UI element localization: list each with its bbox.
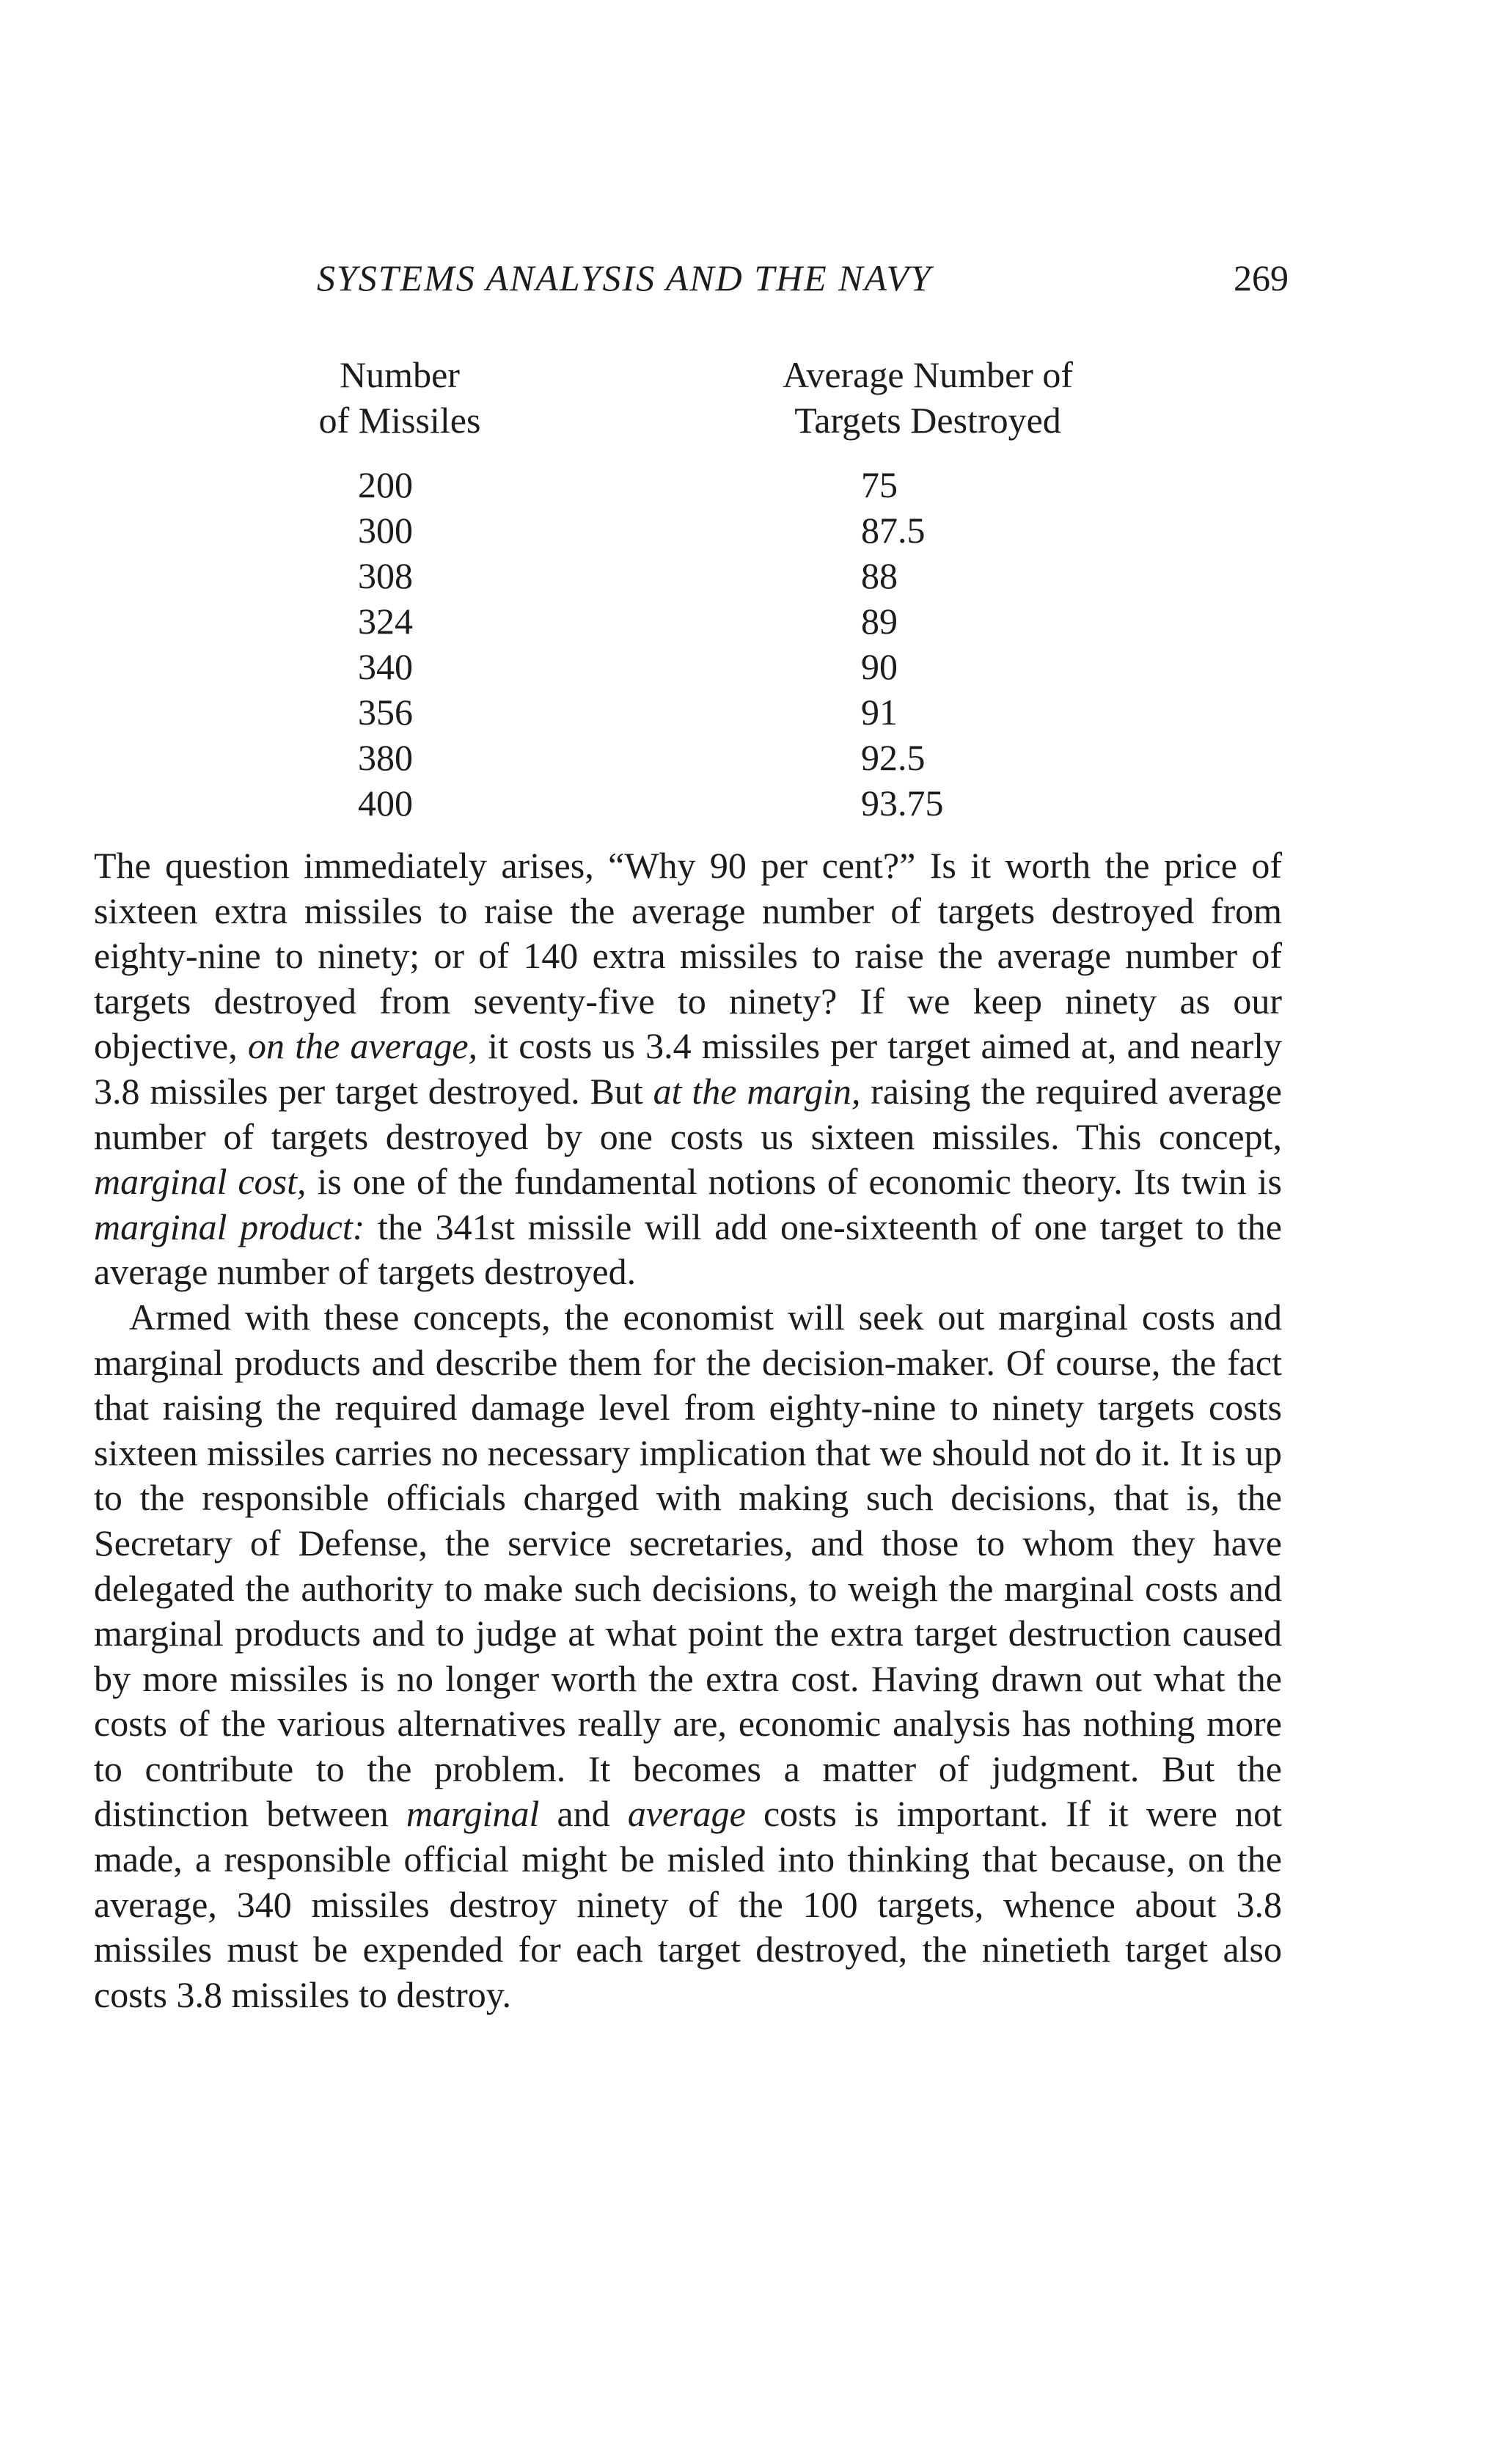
page-number: 269	[1234, 257, 1289, 298]
targets-cell: 87.5	[861, 510, 926, 551]
running-head: SYSTEMS ANALYSIS AND THE NAVY	[317, 257, 932, 298]
p1-text-1: The question immediately arises, “Why 90 per cent?” Is it worth the price of sixteen extra missiles to raise the average number of targets destroyed from eighty-nine to ninety; or of 140 extra missiles to raise the average number of targets destroyed from seventy-five to ninety? If we keep ninety as our objective,	[94, 845, 1282, 1067]
p1-italic-at-the-margin: at the margin,	[653, 1070, 861, 1112]
table-header-targets	[755, 352, 1100, 443]
p2-italic-marginal: marginal	[406, 1793, 540, 1835]
missiles-cell: 300	[358, 510, 413, 551]
targets-cell: 91	[861, 692, 898, 733]
missiles-column	[358, 462, 413, 826]
missiles-cell: 200	[358, 464, 413, 505]
targets-cell: 93.75	[861, 782, 944, 824]
missiles-cell: 400	[358, 782, 413, 824]
targets-cell: 89	[861, 601, 898, 642]
p1-italic-marginal-product: marginal product:	[94, 1206, 365, 1247]
p2-text-1: Armed with these concepts, the economist will seek out marginal costs and marginal products and describe them for the decision-maker. Of course, the fact that raising the required damage level from eighty-nine to ninety targets costs sixteen missiles carries no necessary implication that we should not do it. It is up to the responsible officials charged with making such decisions, that is, the Secretary of Defense, the service secretaries, and those to whom they have delegated the authority to make such decisions, to weigh the marginal costs and marginal products and to judge at what point the extra target destruction caused by more missiles is no longer worth the extra cost. Having drawn out what the costs of the various alternatives really are, economic analysis has nothing more to contribute to the problem. It becomes a matter of judgment. But the distinction between	[94, 1296, 1282, 1835]
table-header-missiles	[301, 352, 499, 443]
missiles-cell: 356	[358, 692, 413, 733]
p1-text-3: raising the required average number of targets destroyed by one costs us sixteen missiles. This concept,	[94, 1070, 1282, 1157]
table-header-missiles-line1: Number	[340, 354, 460, 395]
paragraph-2	[94, 1295, 1282, 2018]
targets-cell: 90	[861, 646, 898, 687]
body-text	[94, 843, 1282, 2017]
missiles-cell: 340	[358, 646, 413, 687]
table-header-targets-line1: Average Number of	[782, 354, 1074, 395]
p1-text-4: is one of the fundamental notions of economic theory. Its twin is	[306, 1161, 1282, 1203]
p2-text-3: costs is important. If it were not made, a responsible official might be misled into thinking that because, on the average, 340 missiles destroy ninety of the 100 targets, whence about 3.8 missiles must be expended for each target destroyed, the ninetieth target also costs 3.8 missiles to destroy.	[94, 1793, 1282, 2015]
table-header-missiles-line2: of Missiles	[318, 400, 481, 441]
targets-cell: 88	[861, 555, 898, 596]
table-header-targets-line2: Targets Destroyed	[794, 400, 1061, 441]
missiles-cell: 380	[358, 737, 413, 778]
targets-cell: 92.5	[861, 737, 926, 778]
missiles-cell: 324	[358, 601, 413, 642]
p1-italic-on-the-average: on the average,	[247, 1025, 478, 1067]
missiles-cell: 308	[358, 555, 413, 596]
targets-column	[861, 462, 944, 826]
p1-text-2: it costs us 3.4 missiles per target aimed at, and nearly 3.8 missiles per target destroyed. But	[94, 1025, 1282, 1112]
p1-italic-marginal-cost: marginal cost,	[94, 1161, 307, 1203]
paragraph-1	[94, 843, 1282, 1295]
p2-text-2: and	[539, 1793, 628, 1835]
p2-italic-average: average	[627, 1793, 746, 1835]
targets-cell: 75	[861, 464, 898, 505]
p1-text-5: the 341st missile will add one-sixteenth of one target to the average number of targets destroyed.	[94, 1206, 1282, 1293]
